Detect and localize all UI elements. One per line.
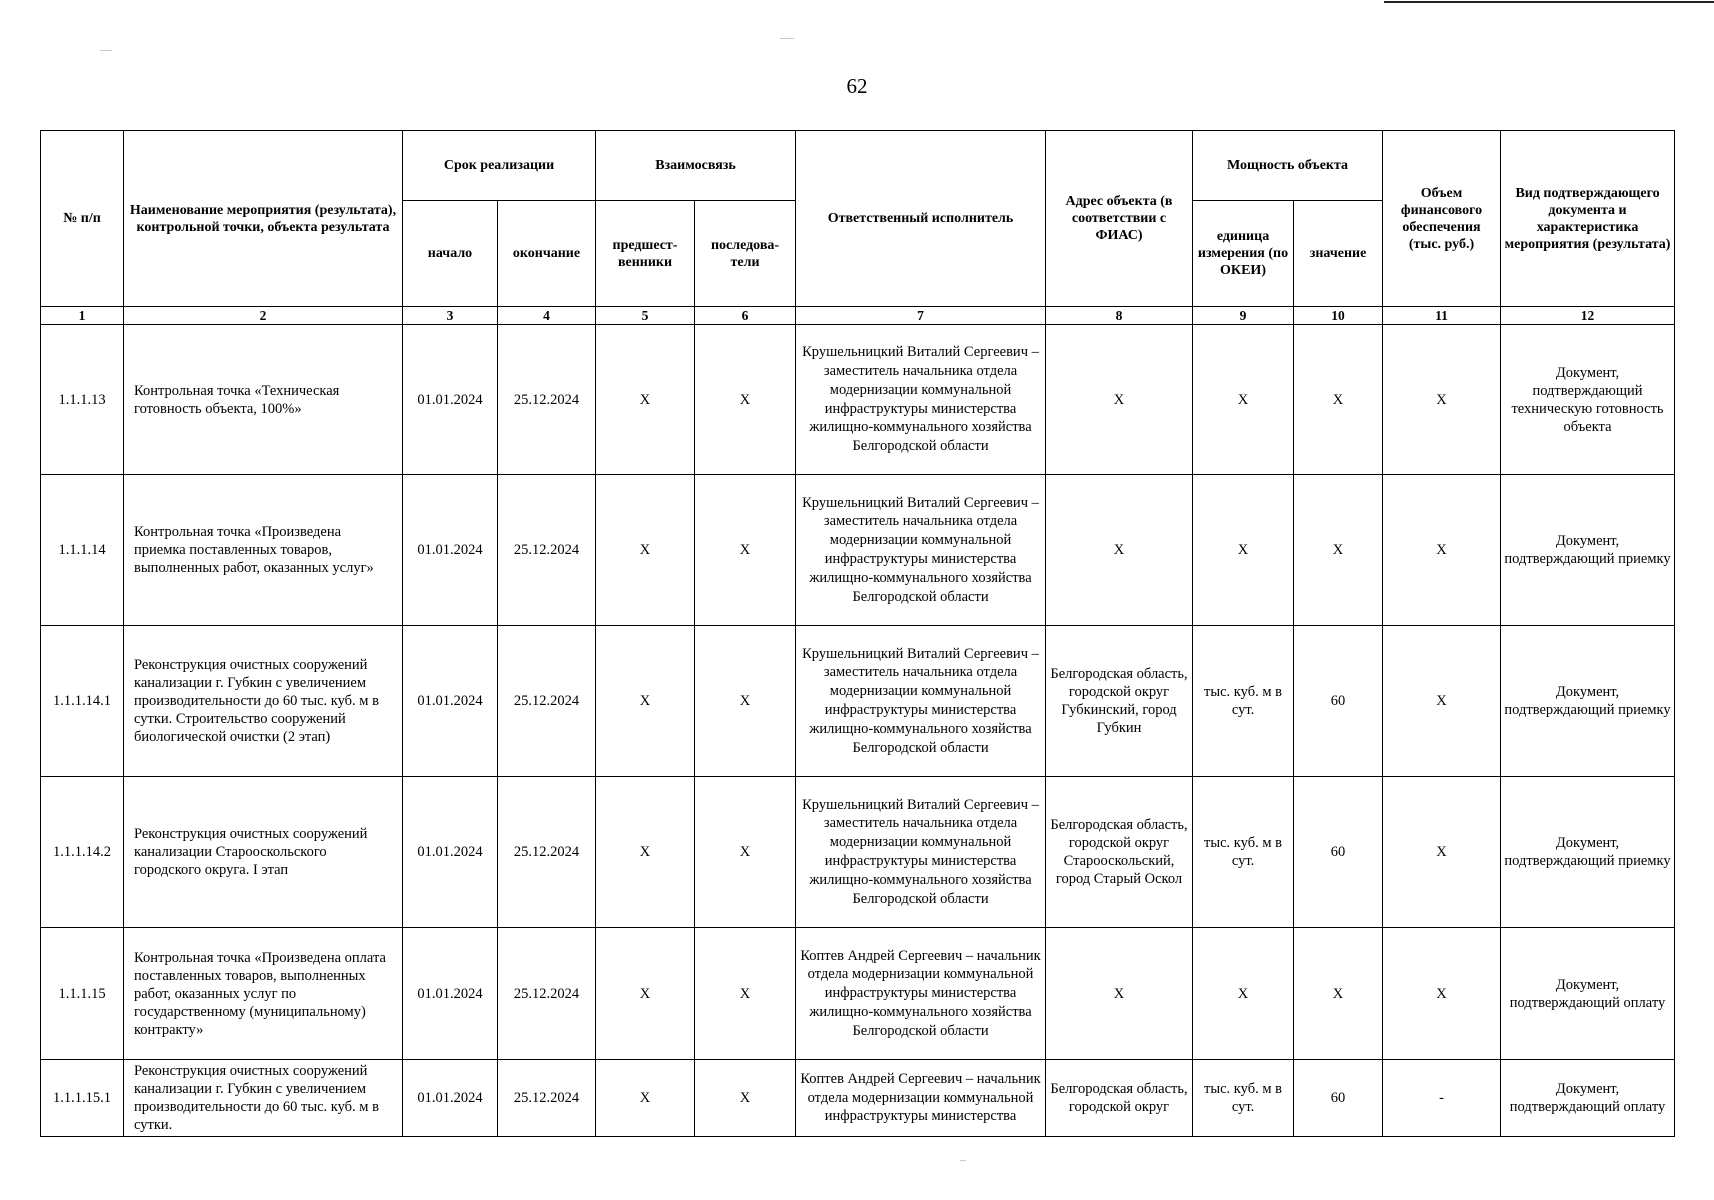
column-number: 7 — [796, 307, 1046, 325]
document-cell: Документ, подтверждающий приемку — [1501, 777, 1675, 928]
column-number: 10 — [1294, 307, 1383, 325]
table-row — [41, 777, 1675, 928]
header-finance: Объем финансового обеспечения (тыс. руб.) — [1383, 131, 1501, 307]
executor-cell: Крушельницкий Виталий Сергеевич – заместитель начальника отдела модернизации коммунальной инфраструктуры министерства жилищно-коммунального хозяйства Белгородской области — [796, 777, 1046, 928]
activity-name: Реконструкция очистных сооружений канализации г. Губкин с увеличением производительности до 60 тыс. куб. м в сутки. — [124, 1060, 403, 1137]
header-document: Вид подтверждающего документа и характеристика мероприятия (результата) — [1501, 131, 1675, 307]
header-start: начало — [403, 201, 498, 307]
successors-cell: X — [695, 1060, 796, 1137]
column-number: 12 — [1501, 307, 1675, 325]
unit-cell: X — [1193, 475, 1294, 626]
unit-cell: X — [1193, 325, 1294, 475]
start-date: 01.01.2024 — [403, 325, 498, 475]
header-term: Срок реализации — [403, 131, 596, 201]
end-date: 25.12.2024 — [498, 1060, 596, 1137]
value-cell: X — [1294, 325, 1383, 475]
finance-cell: X — [1383, 475, 1501, 626]
start-date: 01.01.2024 — [403, 626, 498, 777]
table-row — [41, 325, 1675, 475]
predecessors-cell: X — [596, 475, 695, 626]
predecessors-cell: X — [596, 325, 695, 475]
predecessors-cell: X — [596, 928, 695, 1060]
row-number: 1.1.1.15.1 — [41, 1060, 124, 1137]
table-container — [40, 130, 1675, 1137]
column-number: 11 — [1383, 307, 1501, 325]
header-address: Адрес объекта (в соответствии с ФИАС) — [1046, 131, 1193, 307]
activity-name: Реконструкция очистных сооружений канализации Старооскольского городского округа. I этап — [124, 777, 403, 928]
header-relation: Взаимосвязь — [596, 131, 796, 201]
value-cell: 60 — [1294, 626, 1383, 777]
finance-cell: X — [1383, 325, 1501, 475]
document-cell: Документ, подтверждающий приемку — [1501, 626, 1675, 777]
scan-speck — [100, 50, 112, 51]
value-cell: X — [1294, 475, 1383, 626]
header-successors: последова-тели — [695, 201, 796, 307]
scan-edge-rule — [1384, 1, 1714, 3]
header-unit: единица измерения (по ОКЕИ) — [1193, 201, 1294, 307]
address-cell: X — [1046, 325, 1193, 475]
address-cell: Белгородская область, городской округ Старооскольский, город Старый Оскол — [1046, 777, 1193, 928]
finance-cell: X — [1383, 928, 1501, 1060]
predecessors-cell: X — [596, 626, 695, 777]
finance-cell: X — [1383, 777, 1501, 928]
unit-cell: тыс. куб. м в сут. — [1193, 626, 1294, 777]
predecessors-cell: X — [596, 777, 695, 928]
address-cell: Белгородская область, городской округ Губкинский, город Губкин — [1046, 626, 1193, 777]
row-number: 1.1.1.15 — [41, 928, 124, 1060]
header-predecessors: предшест-венники — [596, 201, 695, 307]
column-number: 1 — [41, 307, 124, 325]
successors-cell: X — [695, 626, 796, 777]
row-number: 1.1.1.14.2 — [41, 777, 124, 928]
document-cell: Документ, подтверждающий техническую готовность объекта — [1501, 325, 1675, 475]
column-number: 8 — [1046, 307, 1193, 325]
successors-cell: X — [695, 928, 796, 1060]
end-date: 25.12.2024 — [498, 475, 596, 626]
header-name: Наименование мероприятия (результата), контрольной точки, объекта результата — [124, 131, 403, 307]
scan-speck — [780, 38, 794, 39]
document-cell: Документ, подтверждающий оплату — [1501, 928, 1675, 1060]
activity-name: Контрольная точка «Произведена приемка поставленных товаров, выполненных работ, оказанных услуг» — [124, 475, 403, 626]
header-executor: Ответственный исполнитель — [796, 131, 1046, 307]
document-cell: Документ, подтверждающий приемку — [1501, 475, 1675, 626]
end-date: 25.12.2024 — [498, 777, 596, 928]
row-number: 1.1.1.14.1 — [41, 626, 124, 777]
document-cell: Документ, подтверждающий оплату — [1501, 1060, 1675, 1137]
end-date: 25.12.2024 — [498, 325, 596, 475]
predecessors-cell: X — [596, 1060, 695, 1137]
finance-cell: - — [1383, 1060, 1501, 1137]
activities-table — [40, 130, 1675, 1137]
address-cell: X — [1046, 928, 1193, 1060]
unit-cell: тыс. куб. м в сут. — [1193, 777, 1294, 928]
header-value: значение — [1294, 201, 1383, 307]
row-number: 1.1.1.14 — [41, 475, 124, 626]
executor-cell: Крушельницкий Виталий Сергеевич – заместитель начальника отдела модернизации коммунальной инфраструктуры министерства жилищно-коммунального хозяйства Белгородской области — [796, 626, 1046, 777]
executor-cell: Коптев Андрей Сергеевич – начальник отдела модернизации коммунальной инфраструктуры министерства — [796, 1060, 1046, 1137]
executor-cell: Крушельницкий Виталий Сергеевич – заместитель начальника отдела модернизации коммунальной инфраструктуры министерства жилищно-коммунального хозяйства Белгородской области — [796, 475, 1046, 626]
finance-cell: X — [1383, 626, 1501, 777]
value-cell: 60 — [1294, 777, 1383, 928]
unit-cell: тыс. куб. м в сут. — [1193, 1060, 1294, 1137]
column-number: 2 — [124, 307, 403, 325]
column-number: 3 — [403, 307, 498, 325]
table-row — [41, 928, 1675, 1060]
column-number: 4 — [498, 307, 596, 325]
activity-name: Реконструкция очистных сооружений канализации г. Губкин с увеличением производительности до 60 тыс. куб. м в сутки. Строительство сооружений биологической очистки (2 этап) — [124, 626, 403, 777]
header-num: № п/п — [41, 131, 124, 307]
row-number: 1.1.1.13 — [41, 325, 124, 475]
value-cell: 60 — [1294, 1060, 1383, 1137]
activity-name: Контрольная точка «Техническая готовность объекта, 100%» — [124, 325, 403, 475]
header-capacity: Мощность объекта — [1193, 131, 1383, 201]
executor-cell: Коптев Андрей Сергеевич – начальник отдела модернизации коммунальной инфраструктуры министерства жилищно-коммунального хозяйства Белгородской области — [796, 928, 1046, 1060]
column-number: 5 — [596, 307, 695, 325]
value-cell: X — [1294, 928, 1383, 1060]
scan-speck — [960, 1160, 966, 1161]
table-row — [41, 626, 1675, 777]
successors-cell: X — [695, 325, 796, 475]
successors-cell: X — [695, 475, 796, 626]
column-number: 9 — [1193, 307, 1294, 325]
executor-cell: Крушельницкий Виталий Сергеевич – заместитель начальника отдела модернизации коммунальной инфраструктуры министерства жилищно-коммунального хозяйства Белгородской области — [796, 325, 1046, 475]
page-number: 62 — [846, 74, 868, 98]
successors-cell: X — [695, 777, 796, 928]
start-date: 01.01.2024 — [403, 928, 498, 1060]
column-number: 6 — [695, 307, 796, 325]
start-date: 01.01.2024 — [403, 475, 498, 626]
start-date: 01.01.2024 — [403, 1060, 498, 1137]
address-cell: X — [1046, 475, 1193, 626]
table-row — [41, 1060, 1675, 1137]
address-cell: Белгородская область, городской округ — [1046, 1060, 1193, 1137]
unit-cell: X — [1193, 928, 1294, 1060]
start-date: 01.01.2024 — [403, 777, 498, 928]
header-end: окончание — [498, 201, 596, 307]
end-date: 25.12.2024 — [498, 928, 596, 1060]
end-date: 25.12.2024 — [498, 626, 596, 777]
table-row — [41, 475, 1675, 626]
activity-name: Контрольная точка «Произведена оплата поставленных товаров, выполненных работ, оказанных услуг по государственному (муниципальному) контракту» — [124, 928, 403, 1060]
